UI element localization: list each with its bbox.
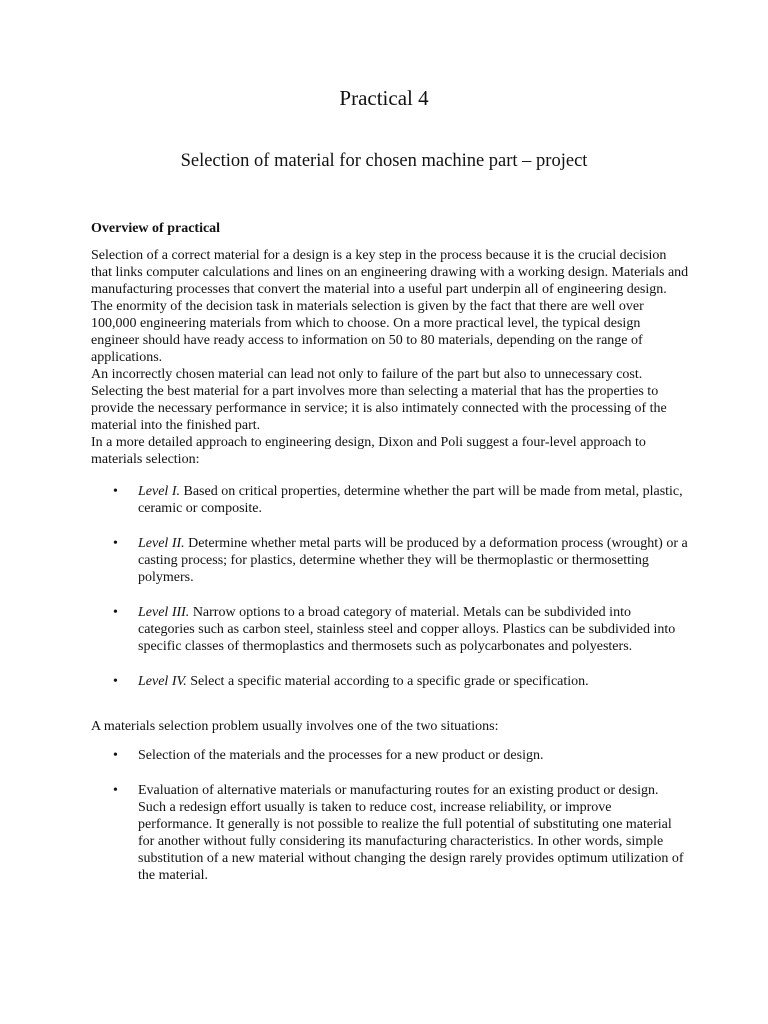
page-title: Practical 4 <box>339 86 429 110</box>
page-subtitle: Selection of material for chosen machine part – project <box>180 151 588 171</box>
overview-paragraph-3: In a more detailed approach to engineering design, Dixon and Poli suggest a four-level approach to materials selection: <box>91 435 646 467</box>
level-item-3 <box>91 604 689 655</box>
level-item-2 <box>91 535 689 586</box>
bullet-icon: • <box>113 783 118 798</box>
level-name: Level IV. <box>138 674 187 689</box>
bullet-icon: • <box>113 605 118 620</box>
bullet-icon: • <box>113 536 118 551</box>
level-name: Level I. <box>138 484 180 499</box>
situation-text: Selection of the materials and the processes for a new product or design. <box>138 748 544 763</box>
situations-list <box>91 747 689 884</box>
bullet-icon: • <box>113 484 118 499</box>
level-text: Select a specific material according to a specific grade or specification. <box>186 674 589 689</box>
level-item-4 <box>91 673 689 690</box>
situation-item-2 <box>91 782 689 884</box>
level-text: Determine whether metal parts will be produced by a deformation process (wrought) or a casting process; for plastics, determine whether they will be thermoplastic or thermosetting polymers. <box>138 536 688 585</box>
overview-paragraph-2: An incorrectly chosen material can lead not only to failure of the part but also to unnecessary cost. Selecting the best material for a part involves more than selecting a material that has the properties to provide the necessary performance in service; it is also intimately connected with the processing of the material into the finished part. <box>91 367 667 433</box>
overview-paragraph-1: Selection of a correct material for a design is a key step in the process because it is the crucial decision that links computer calculations and lines on an engineering drawing with a working design. Materials and manufacturing processes that convert the material into a useful part underpin all of engineering design. The enormity of the decision task in materials selection is given by the fact that there are well over 100,000 engineering materials from which to choose. On a more practical level, the typical design engineer should have ready access to information on 50 to 80 materials, depending on the range of applications. <box>91 248 689 365</box>
levels-list <box>91 483 689 690</box>
overview-heading: Overview of practical <box>91 221 221 236</box>
situation-text: Evaluation of alternative materials or manufacturing routes for an existing product or design. Such a redesign effort usually is taken to reduce cost, increase reliability, or improve performance. It generally is not possible to realize the full potential of substituting one material for another without fully considering its manufacturing characteristics. In other words, simple substitution of a new material without changing the design rarely provides optimum utilization of the material. <box>138 783 684 883</box>
level-text: Based on critical properties, determine whether the part will be made from metal, plastic, ceramic or composite. <box>138 484 683 516</box>
bullet-icon: • <box>113 748 118 763</box>
level-name: Level II. <box>138 536 185 551</box>
document-body <box>91 220 689 902</box>
bullet-icon: • <box>113 674 118 689</box>
level-text: Narrow options to a broad category of material. Metals can be subdivided into categories such as carbon steel, stainless steel and copper alloys. Plastics can be subdivided into specific classes of thermoplastics and thermosets such as polycarbonates and polyesters. <box>138 605 676 654</box>
level-name: Level III. <box>138 605 190 620</box>
situations-intro: A materials selection problem usually involves one of the two situations: <box>91 719 499 734</box>
level-item-1 <box>91 483 689 517</box>
situation-item-1 <box>91 747 689 764</box>
